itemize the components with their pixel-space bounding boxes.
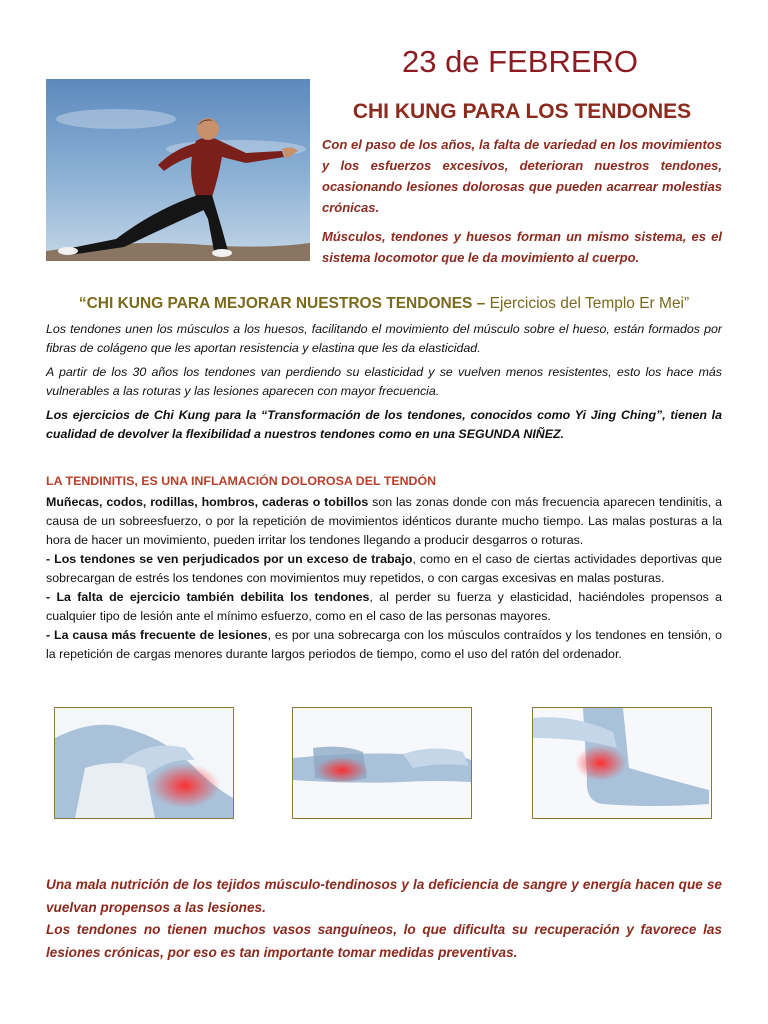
tendinitis-paragraph bbox=[46, 626, 722, 664]
shoulder-pain-image bbox=[55, 708, 233, 818]
paragraph-lead: - La falta de ejercicio también debilita los tendones bbox=[46, 590, 370, 604]
page-date: 23 de FEBRERO bbox=[401, 44, 639, 79]
paragraph-rest: , como en el caso de ciertas actividades deportivas que sobrecargan de estrés los tendones con movimientos muy repetidos, o con cargas excesivas en malas posturas. bbox=[46, 552, 722, 585]
intro-paragraph: Con el paso de los años, la falta de variedad en los movimientos y los esfuerzos excesivos, deterioran nuestros tendones, ocasionando lesiones dolorosas que pueden acarrear molestias crónicas. bbox=[322, 137, 722, 215]
body-paragraph: Los tendones unen los músculos a los huesos, facilitando el movimiento del músculo sobre el hueso, están formados por fibras de colágeno que les aportan resistencia y elastina que les da elasticidad. bbox=[46, 322, 722, 355]
tendinitis-text bbox=[46, 493, 722, 664]
paragraph-lead: Muñecas, codos, rodillas, hombros, caderas o tobillos bbox=[46, 495, 369, 509]
ankle-pain-figure bbox=[532, 707, 712, 819]
chi-kung-figure-image bbox=[46, 79, 310, 261]
subtitle-bold: “CHI KUNG PARA MEJORAR NUESTROS TENDONES – bbox=[78, 295, 490, 312]
subtitle-light: Ejercicios del Templo Er Mei” bbox=[489, 295, 690, 312]
intro-text bbox=[322, 134, 722, 276]
paragraph-rest: , al perder su fuerza y elasticidad, haciéndoles propensos a cualquier tipo de lesión ante el mínimo esfuerzo, como en el caso de las personas mayores. bbox=[46, 590, 723, 623]
page-title: CHI KUNG PARA LOS TENDONES bbox=[352, 100, 692, 123]
paragraph-rest: , es por una sobrecarga con los músculos contraídos y los tendones en tensión, o la repetición de cargas menores durante largos periodos de tiempo, como el uso del ratón del ordenador. bbox=[46, 628, 722, 661]
body-paragraph: A partir de los 30 años los tendones van perdiendo su elasticidad y se vuelven menos resistentes, esto los hace más vulnerables a las roturas y las lesiones aparecen con mayor frecuencia. bbox=[46, 365, 722, 398]
ankle-pain-image bbox=[533, 708, 711, 818]
paragraph-lead: - Los tendones se ven perjudicados por un exceso de trabajo bbox=[46, 552, 413, 566]
body-text bbox=[46, 320, 722, 449]
tendinitis-heading: LA TENDINITIS, ES UNA INFLAMACIÓN DOLOROSA DEL TENDÓN bbox=[46, 474, 437, 488]
paragraph-lead: - La causa más frecuente de lesiones bbox=[46, 628, 268, 642]
closing-paragraph: Los tendones no tienen muchos vasos sanguíneos, lo que dificulta su recuperación y favorece las lesiones crónicas, por eso es tan importante tomar medidas preventivas. bbox=[46, 922, 722, 960]
wrist-pain-image bbox=[293, 708, 471, 818]
tendinitis-paragraph bbox=[46, 493, 722, 550]
shoulder-pain-figure bbox=[54, 707, 234, 819]
tendinitis-paragraph bbox=[46, 550, 722, 588]
closing-text bbox=[46, 874, 722, 964]
intro-paragraph: Músculos, tendones y huesos forman un mismo sistema, es el sistema locomotor que le da movimiento al cuerpo. bbox=[322, 229, 722, 265]
closing-paragraph: Una mala nutrición de los tejidos músculo-tendinosos y la deficiencia de sangre y energía hacen que se vuelvan propensos a las lesiones. bbox=[46, 877, 722, 915]
wrist-pain-figure bbox=[292, 707, 472, 819]
hero-image bbox=[46, 79, 310, 261]
paragraph-rest: son las zonas donde con más frecuencia aparecen tendinitis, a causa de un sobreesfuerzo, o por la repetición de movimientos idénticos durante mucho tiempo. Las malas posturas a la hora de hacer un movimiento, pueden irritar los tendones llegando a producir desgarros o roturas. bbox=[46, 495, 722, 547]
section-subtitle bbox=[30, 295, 738, 313]
tendinitis-paragraph bbox=[46, 588, 722, 626]
body-paragraph-emphasis: Los ejercicios de Chi Kung para la “Transformación de los tendones, conocidos como Yi Jing Ching”, tienen la cualidad de devolver la flexibilidad a nuestros tendones como en una SEGUNDA NIÑEZ. bbox=[46, 408, 722, 441]
